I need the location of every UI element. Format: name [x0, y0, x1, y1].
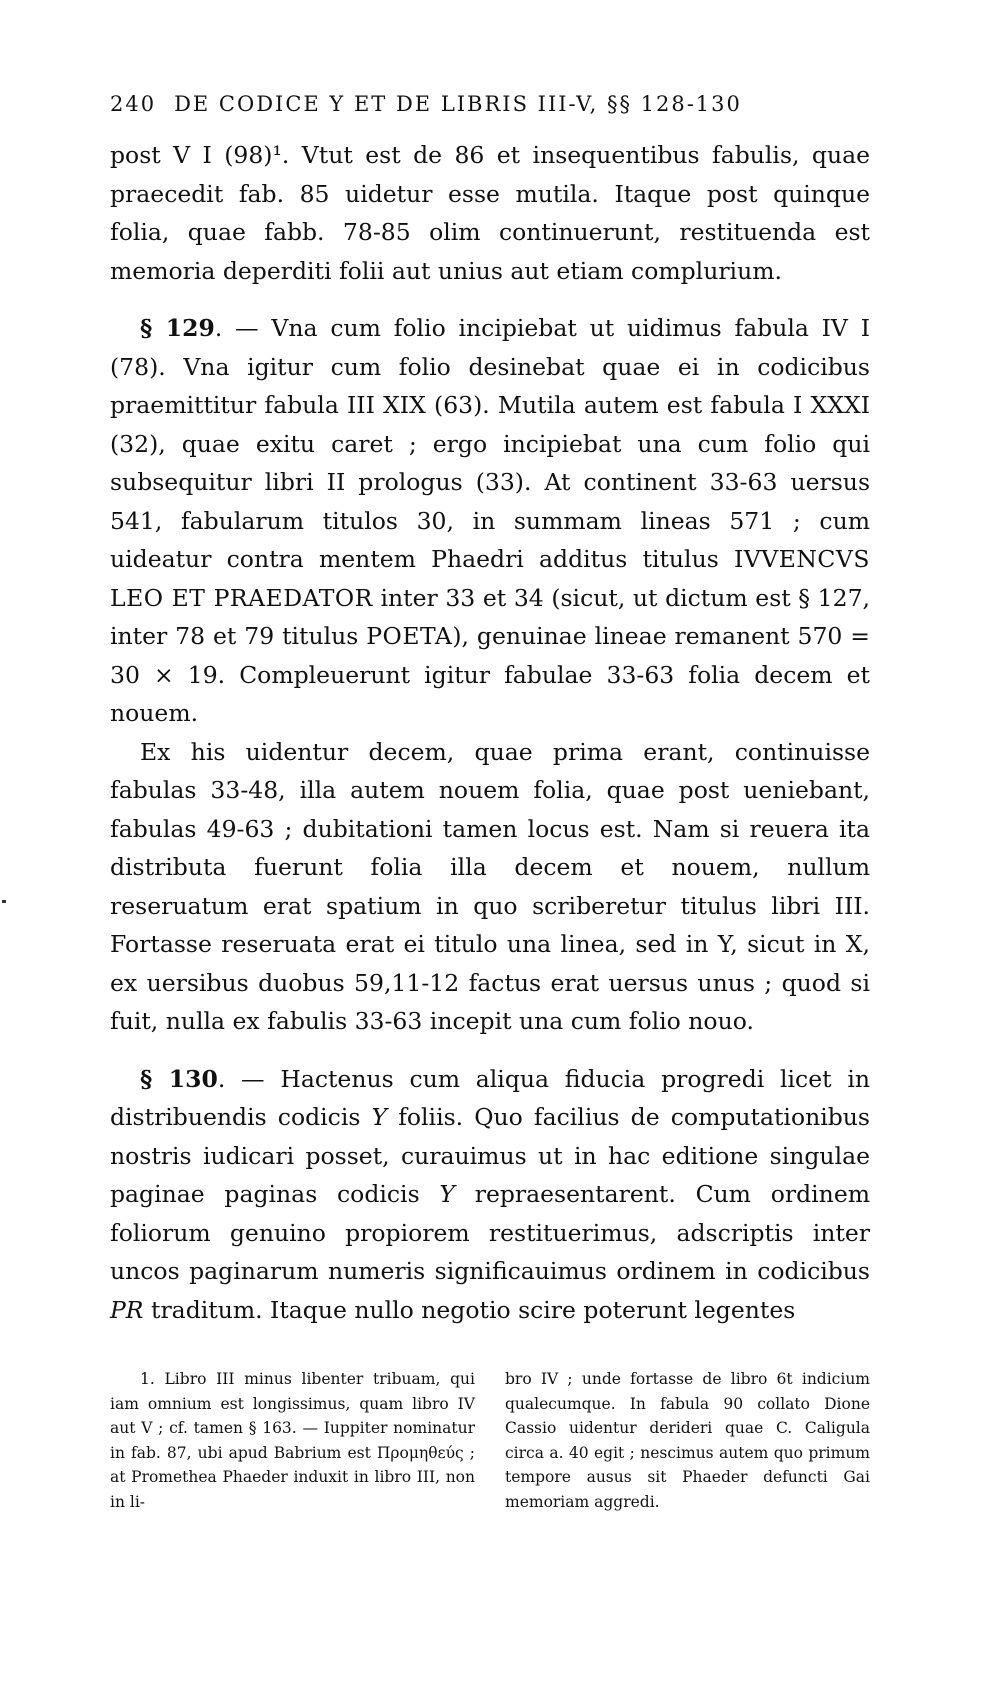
- section-129-paragraph-2: Ex his uidentur decem, quae prima erant, continuisse fabulas 33-48, illa autem nouem folia, quae post ueniebant, fabulas 49-63 ; dubitationi tamen locus est. Nam si reuera ita distributa fuerunt folia illa decem et nouem, nullum reseruatum erat spatium in quo scriberetur titulus libri III. Fortasse reseruata erat ei titulo una linea, sed in Y, sicut in X, ex uersibus duobus 59,11-12 factus erat uersus unus ; quod si fuit, nulla ex fabulis 33-63 incepit una cum folio nouo.: [110, 737, 870, 1035]
- section-130-text-b: foliis. Quo facilius de computationibus nostris iudicari posset, curauimus ut in hac editione singulae paginae paginas codicis: [110, 1103, 870, 1208]
- codex-siglum-y: Y: [371, 1103, 388, 1131]
- section-129-text-a: Vna cum folio incipiebat ut uidimus fabula IV I (78). Vna igitur cum folio desinebat quae ei in codicibus praemittitur fabula III XIX (63). Mutila autem est fabula I XXXI (32), quae exitu caret ; ergo incipiebat una cum folio qui subsequitur libri II prologus (33). At continent 33-63 uersus 541, fabularum titulos 30, in summam lineas 571 ; cum uideatur contra mentem Phaedri additus titulus: [110, 314, 870, 573]
- footnote-column-1: [110, 1367, 475, 1514]
- fable-title-iuvencus: IVVENCVS LEO ET PRAEDATOR: [110, 545, 870, 612]
- section-129-text-c: ), genuinae lineae remanent 570 = 30 × 19. Compleuerunt igitur fabulae 33-63 folia decem et nouem.: [110, 622, 870, 727]
- title-poeta: POETA: [366, 622, 453, 650]
- page-number: 240: [110, 92, 157, 116]
- intro-paragraph: post V I (98)¹. Vtut est de 86 et insequentibus fabulis, quae praecedit fab. 85 uidetur esse mutila. Itaque post quinque folia, quae fabb. 78-85 olim continuerunt, restituenda est memoria deperditi folii aut unius aut etiam complurium.: [110, 141, 870, 285]
- scan-edge-mark: [2, 900, 6, 903]
- running-title: DE CODICE Y ET DE LIBRIS III-V, §§ 128-130: [174, 92, 742, 116]
- footnotes: [110, 1367, 870, 1514]
- section-129-paragraph: [110, 309, 870, 733]
- section-130-dash: . —: [217, 1064, 265, 1093]
- section-129-text-b: inter 33 et 34 (sicut, ut dictum est § 127, inter 78 et 79 titulus: [110, 583, 870, 650]
- running-header: [110, 92, 870, 116]
- section-130-paragraph: [110, 1060, 870, 1330]
- section-129-number: § 129: [140, 314, 215, 342]
- main-text: [110, 136, 870, 1329]
- section-130-text-a: Hactenus cum aliqua fiducia progredi licet in distribuendis codicis: [110, 1064, 870, 1131]
- section-130-text-d: traditum. Itaque nullo negotio scire poterunt legentes: [151, 1295, 796, 1324]
- section-129-dash: . —: [214, 314, 259, 342]
- codex-siglum-y-2: Y: [439, 1180, 455, 1208]
- section-130-number: § 130: [140, 1064, 218, 1093]
- footnote-1-text-col2: bro IV ; unde fortasse de libro 6t indicium qualecumque. In fabula 90 collato Dione Cassio uidentur derideri quae C. Caligula circa a. 40 egit ; nescimus autem quo primum tempore ausus sit Phaeder defuncti Gai memoriam aggredi.: [505, 1370, 870, 1511]
- footnote-1-text-col1: Libro III minus libenter tribuam, qui iam omnium est longissimus, quam libro IV aut V ; cf. tamen § 163. — Iuppiter nominatur in fab. 87, ubi apud Babrium est Προμηθεύς ; at Promethea Phaeder induxit in libro III, non in li-: [110, 1370, 475, 1511]
- section-130-text-c: repraesentarent. Cum ordinem foliorum genuino propiorem restituerimus, adscriptis inter uncos paginarum numeris significauimus ordinem in codicibus: [110, 1180, 871, 1285]
- codex-siglum-pr: PR: [110, 1295, 144, 1324]
- footnote-1: [110, 1367, 475, 1514]
- footnote-marker: 1.: [140, 1370, 155, 1388]
- footnote-column-2: [505, 1367, 870, 1514]
